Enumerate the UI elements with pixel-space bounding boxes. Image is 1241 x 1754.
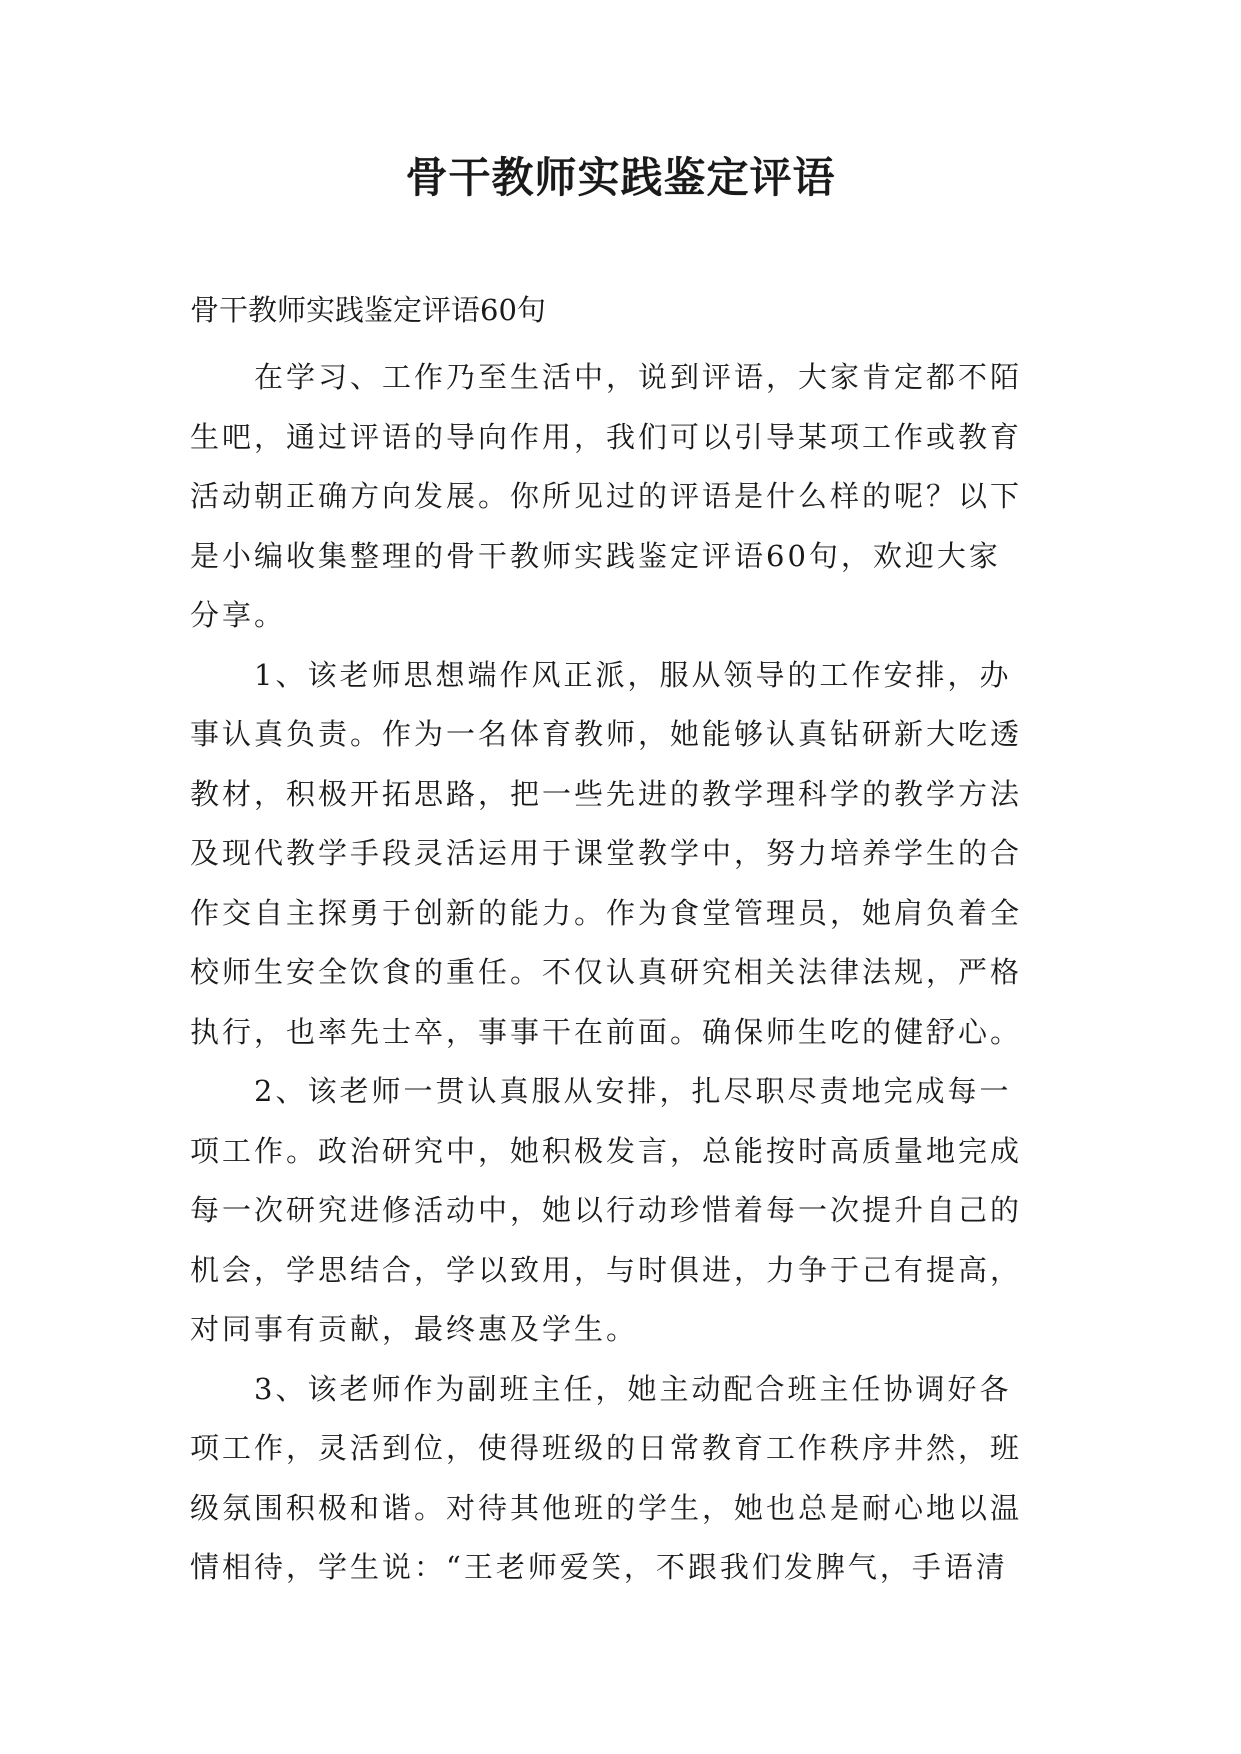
text-line: 事认真负责。作为一名体育教师，她能够认真钻研新大吃透 xyxy=(190,717,1023,751)
text-line: 教材，积极开拓思路，把一些先进的教学理科学的教学方法 xyxy=(190,776,1023,811)
text-line: 机会，学思结合，学以致用，与时俱进，力争于己有提高， xyxy=(190,1252,1023,1287)
paragraph-item-2 xyxy=(190,1062,1060,1360)
text-line: 对同事有贡献，最终惠及学生。 xyxy=(190,1312,639,1346)
text-line: 是小编收集整理的骨干教师实践鉴定评语60句，欢迎大家 xyxy=(190,538,1001,573)
paragraph-item-1 xyxy=(190,646,1060,1063)
document-subtitle: 骨干教师实践鉴定评语60句 xyxy=(190,293,546,327)
text-line: 项工作。政治研究中，她积极发言，总能按时高质量地完成 xyxy=(190,1133,1023,1168)
document-body xyxy=(190,348,1060,1598)
text-line: 情相待，学生说：“王老师爱笑，不跟我们发脾气，手语清 xyxy=(190,1550,1008,1584)
text-line: 1、该老师思想端作风正派，服从领导的工作安排，办 xyxy=(190,657,1012,692)
text-line: 每一次研究进修活动中，她以行动珍惜着每一次提升自己的 xyxy=(190,1193,1023,1227)
text-line: 生吧，通过评语的导向作用，我们可以引导某项工作或教育 xyxy=(190,419,1023,454)
text-line: 在学习、工作乃至生活中，说到评语，大家肯定都不陌 xyxy=(190,360,1023,394)
text-line: 活动朝正确方向发展。你所见过的评语是什么样的呢？以下 xyxy=(190,479,1023,513)
text-line: 2、该老师一贯认真服从安排，扎尽职尽责地完成每一 xyxy=(190,1074,1012,1108)
text-line: 级氛围积极和谐。对待其他班的学生，她也总是耐心地以温 xyxy=(190,1490,1023,1525)
text-line: 执行，也率先士卒，事事干在前面。确保师生吃的健舒心。 xyxy=(190,1014,1023,1049)
text-line: 作交自主探勇于创新的能力。作为食堂管理员，她肩负着全 xyxy=(190,895,1023,930)
paragraph-intro xyxy=(190,348,1060,646)
text-line: 3、该老师作为副班主任，她主动配合班主任协调好各 xyxy=(190,1371,1012,1406)
text-line: 分享。 xyxy=(190,598,287,632)
text-line: 项工作，灵活到位，使得班级的日常教育工作秩序井然，班 xyxy=(190,1431,1023,1465)
text-line: 校师生安全饮食的重任。不仅认真研究相关法律法规，严格 xyxy=(190,955,1023,989)
paragraph-item-3 xyxy=(190,1360,1060,1598)
text-line: 及现代教学手段灵活运用于课堂教学中，努力培养学生的合 xyxy=(190,836,1023,870)
document-title: 骨干教师实践鉴定评语 xyxy=(405,153,836,202)
